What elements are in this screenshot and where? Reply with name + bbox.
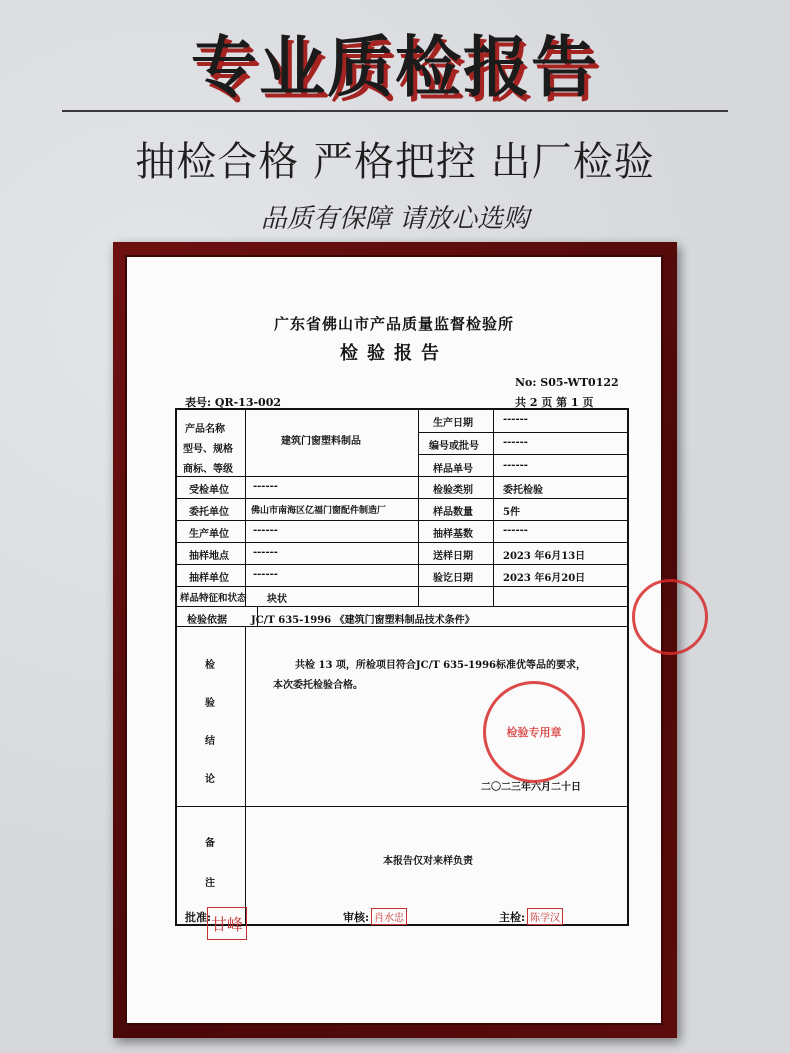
finish-date-label: 验讫日期 — [433, 573, 473, 584]
report-organization: 广东省佛山市产品质量监督检验所 — [273, 315, 514, 333]
batch-label: 编号或批号 — [429, 441, 479, 452]
sampler-label: 抽样单位 — [189, 573, 229, 584]
feature-label: 样品特征和状态 — [180, 593, 247, 604]
conclusion-text-1: 共检 13 项，所检项目符合JC/T 635-1996标准优等品的要求， — [295, 660, 587, 671]
sampling-place-label: 抽样地点 — [189, 551, 229, 562]
sent-date-value: 2023 年6月13日 — [503, 551, 586, 562]
conclusion-date: 二〇二三年六月二十日 — [481, 782, 581, 793]
sampling-base-value: ------ — [503, 525, 528, 536]
inspect-type-value: 委托检验 — [503, 485, 543, 496]
sample-qty-value: 5件 — [503, 507, 520, 518]
client-value: 佛山市南海区亿福门窗配件制造厂 — [251, 506, 387, 516]
producer-label: 生产单位 — [189, 529, 229, 540]
hero-subtitle: 抽检合格 严格把控 出厂检验 — [135, 139, 655, 185]
divider — [62, 110, 728, 112]
basis-label: 检验依据 — [187, 615, 227, 626]
sampler-value: ------ — [253, 569, 278, 580]
producer-value: ------ — [253, 525, 278, 536]
product-label-1: 产品名称 — [185, 424, 225, 435]
report-table — [175, 408, 629, 926]
inspected-unit-value: ------ — [253, 481, 278, 492]
produce-date-label: 生产日期 — [433, 418, 473, 429]
report-title: 检验报告 — [340, 343, 448, 364]
inspect-type-label: 检验类别 — [433, 485, 473, 496]
inspected-unit-label: 受检单位 — [189, 485, 229, 496]
report-pages: 共 2 页 第 1 页 — [515, 396, 594, 409]
finish-date-value: 2023 年6月20日 — [503, 573, 586, 584]
batch-value: ------ — [503, 437, 528, 448]
inspect-signature: 陈学汉 — [527, 908, 563, 925]
inspect-label: 主检: — [499, 911, 526, 924]
official-seal — [483, 681, 585, 783]
sample-qty-label: 样品数量 — [433, 507, 473, 518]
client-label: 委托单位 — [189, 507, 229, 518]
conclusion-label-2: 验 — [205, 698, 215, 709]
partial-seal — [632, 579, 708, 655]
report-paper — [125, 255, 663, 1025]
review-label: 审核: — [343, 911, 370, 924]
product-name: 建筑门窗塑料制品 — [281, 436, 361, 447]
approve-label: 批准: — [185, 911, 212, 924]
sampling-place-value: ------ — [253, 547, 278, 558]
sample-no-label: 样品单号 — [433, 464, 473, 475]
report-number: No: S05-WT0122 — [515, 376, 619, 389]
conclusion-text-2: 本次委托检验合格。 — [273, 680, 363, 691]
conclusion-label-3: 结 — [205, 736, 215, 747]
sent-date-label: 送样日期 — [433, 551, 473, 562]
remark-label-2: 注 — [205, 878, 215, 889]
product-label-2: 型号、规格 — [183, 444, 233, 455]
picture-frame — [113, 242, 677, 1038]
approve-signature: 甘峰 — [207, 907, 247, 940]
sample-no-value: ------ — [503, 460, 528, 471]
conclusion-label-1: 检 — [205, 660, 215, 671]
produce-date-value: ------ — [503, 414, 528, 425]
feature-value: 块状 — [267, 594, 287, 605]
review-signature: 肖水忠 — [371, 908, 407, 925]
remark-label-1: 备 — [205, 838, 215, 849]
sampling-base-label: 抽样基数 — [433, 529, 473, 540]
report-form-no: 表号: QR-13-002 — [185, 396, 282, 409]
seal-text: 检验专用章 — [506, 726, 562, 739]
remark-text: 本报告仅对来样负责 — [383, 856, 473, 867]
product-label-3: 商标、等级 — [183, 464, 233, 475]
hero-slogan: 品质有保障 请放心选购 — [260, 204, 530, 234]
conclusion-label-4: 论 — [205, 774, 215, 785]
basis-value: JC/T 635-1996 《建筑门窗塑料制品技术条件》 — [251, 615, 475, 626]
hero-title: 专业质检报告 — [191, 29, 599, 106]
